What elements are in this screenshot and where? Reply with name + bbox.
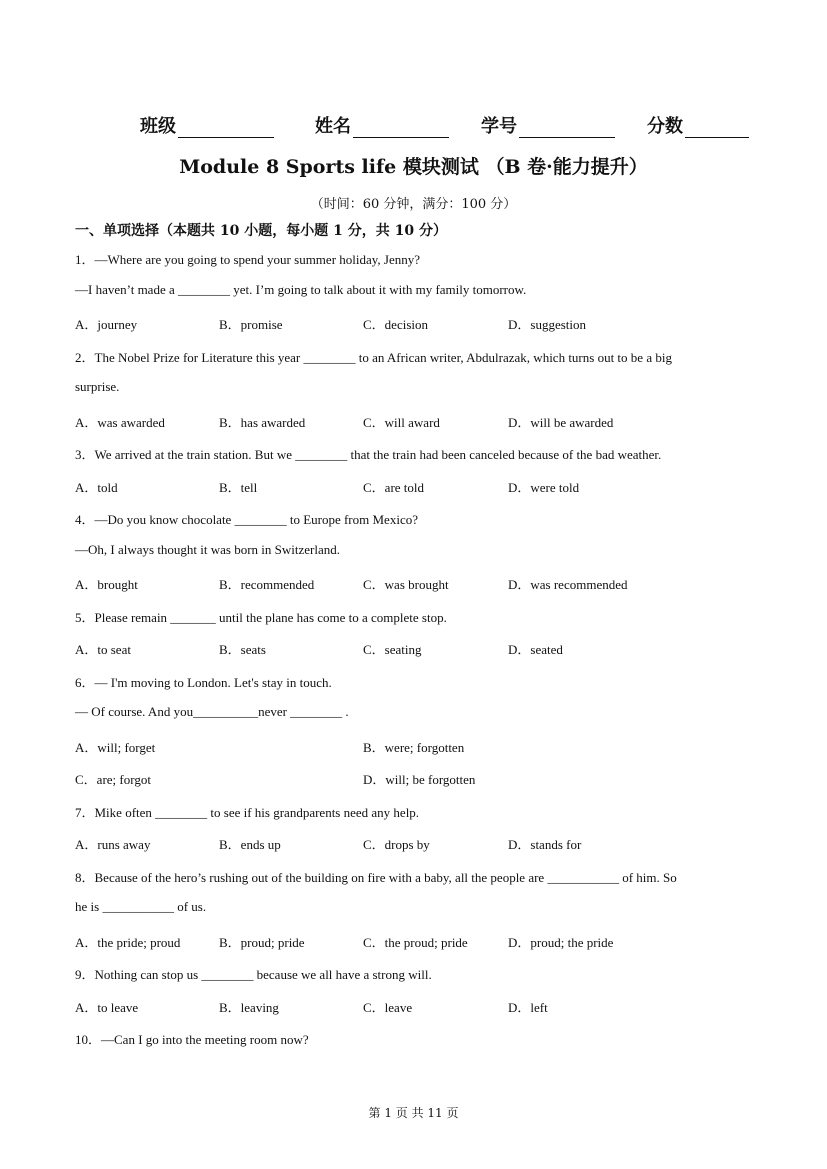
option-a: A．to seat <box>75 642 131 657</box>
question-text: 10．—Can I go into the meeting room now? <box>75 1032 309 1047</box>
class-blank <box>178 117 274 138</box>
option-b: B．promise <box>219 317 283 332</box>
question-text: 2．The Nobel Prize for Literature this year ________ to an African writer, Abdulrazak, which turns out to be a big <box>75 350 672 365</box>
option-a: A．journey <box>75 317 138 332</box>
question-text: 6．— I'm moving to London. Let's stay in touch. <box>75 675 332 690</box>
option-a: A．the pride; proud <box>75 935 181 950</box>
question-text: —I haven’t made a ________ yet. I’m going to talk about it with my family tomorrow. <box>75 282 527 297</box>
option-c: C．leave <box>363 1000 413 1015</box>
score-field <box>647 112 749 138</box>
option-c: C．seating <box>363 642 422 657</box>
option-c: C．drops by <box>363 837 430 852</box>
option-a: A．to leave <box>75 1000 139 1015</box>
section-heading: 一、单项选择（本题共 10 小题，每小题 1 分，共 10 分） <box>75 223 447 239</box>
option-b: B．tell <box>219 480 258 495</box>
question-text: 7．Mike often ________ to see if his grandparents need any help. <box>75 805 420 820</box>
option-c: C．will award <box>363 415 440 430</box>
option-a: A．runs away <box>75 837 151 852</box>
option-b: B．proud; pride <box>219 935 305 950</box>
exam-title: Module 8 Sports life 模块测试 （B 卷·能力提升） <box>179 156 648 178</box>
name-blank <box>353 117 449 138</box>
option-b: B．ends up <box>219 837 281 852</box>
name-label: 姓名 <box>315 116 351 137</box>
question-text: he is ___________ of us. <box>75 899 207 914</box>
option-c: C．are told <box>363 480 425 495</box>
question-text: —Oh, I always thought it was born in Switzerland. <box>75 542 341 557</box>
question-text: surprise. <box>75 379 120 394</box>
question-text: 5．Please remain _______ until the plane has come to a complete stop. <box>75 610 447 625</box>
option-c: C．the proud; pride <box>363 935 468 950</box>
name-field <box>315 112 481 138</box>
question-text: 8．Because of the hero’s rushing out of the building on fire with a baby, all the people are ___________ of him. So <box>75 870 677 885</box>
class-label: 班级 <box>140 116 176 137</box>
number-field <box>481 112 647 138</box>
question-text: 1．—Where are you going to spend your summer holiday, Jenny? <box>75 252 421 267</box>
exam-subtitle: （时间：60 分钟，满分：100 分） <box>310 197 517 212</box>
option-c: C．decision <box>363 317 428 332</box>
option-d: D．were told <box>508 480 580 495</box>
page-number: 第 1 页 共 11 页 <box>368 1106 459 1120</box>
option-d: D．suggestion <box>508 317 587 332</box>
option-b: B．were; forgotten <box>363 740 465 755</box>
option-d: D．was recommended <box>508 577 628 592</box>
option-d: D．stands for <box>508 837 582 852</box>
option-a: A．brought <box>75 577 138 592</box>
score-label: 分数 <box>647 116 683 137</box>
option-d: D．will; be forgotten <box>363 772 476 787</box>
student-info-fields <box>140 112 760 138</box>
option-b: B．recommended <box>219 577 315 592</box>
option-d: D．seated <box>508 642 563 657</box>
option-a: A．will; forget <box>75 740 156 755</box>
option-d: D．will be awarded <box>508 415 614 430</box>
question-text: 4．—Do you know chocolate ________ to Europe from Mexico? <box>75 512 418 527</box>
question-text: 9．Nothing can stop us ________ because we all have a strong will. <box>75 967 432 982</box>
option-b: B．leaving <box>219 1000 279 1015</box>
question-text: 3．We arrived at the train station. But we ________ that the train had been canceled because of the bad weather. <box>75 447 662 462</box>
option-d: D．proud; the pride <box>508 935 614 950</box>
option-b: B．has awarded <box>219 415 306 430</box>
number-label: 学号 <box>481 116 517 137</box>
question-text: — Of course. And you__________never ________ . <box>75 704 349 719</box>
option-c: C．are; forgot <box>75 772 151 787</box>
number-blank <box>519 117 615 138</box>
score-blank <box>685 117 749 138</box>
option-c: C．was brought <box>363 577 449 592</box>
option-a: A．was awarded <box>75 415 165 430</box>
option-d: D．left <box>508 1000 548 1015</box>
class-field <box>140 112 315 138</box>
option-a: A．told <box>75 480 118 495</box>
option-b: B．seats <box>219 642 266 657</box>
